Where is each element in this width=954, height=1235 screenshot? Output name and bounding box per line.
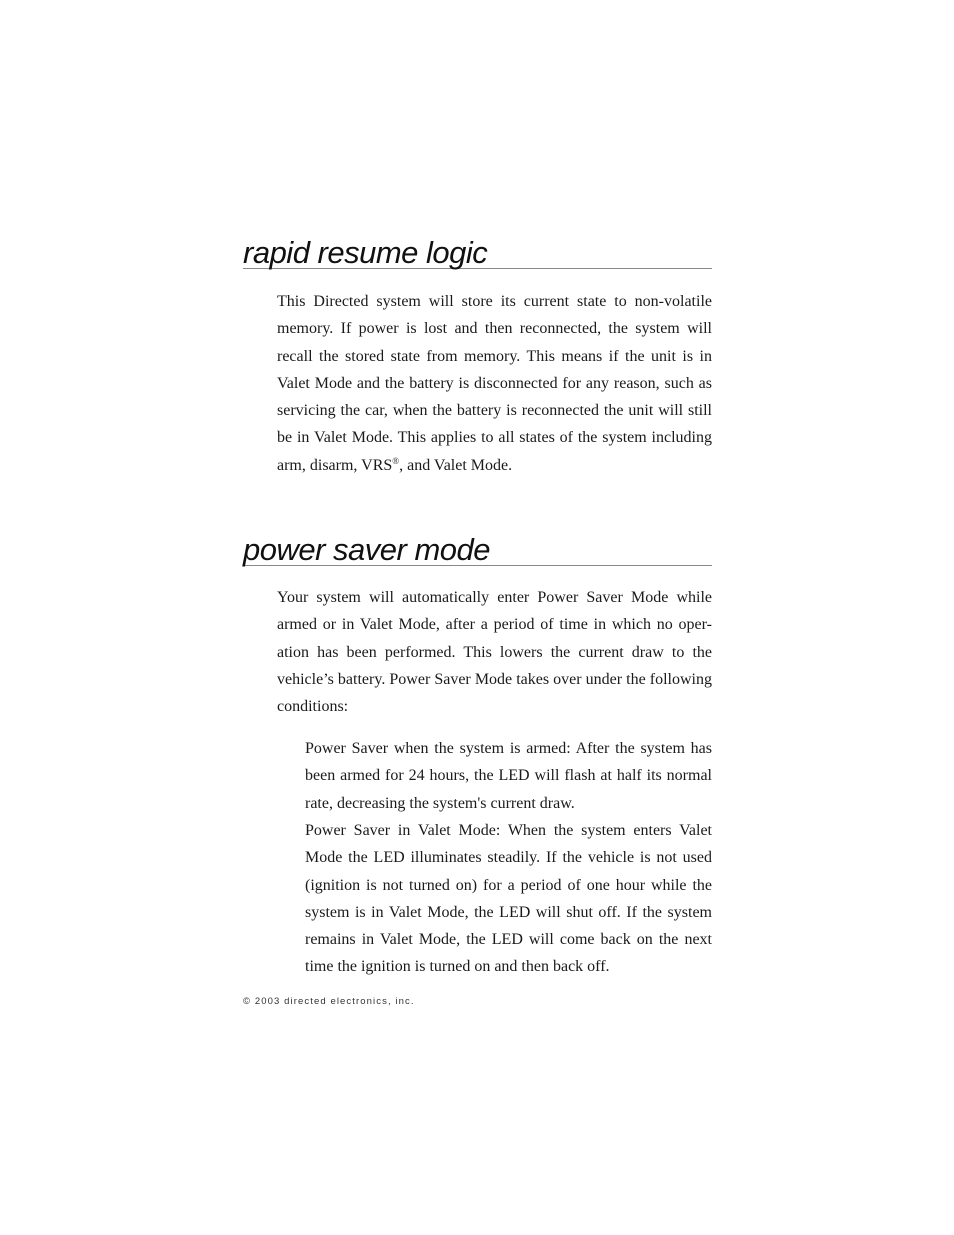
section-heading-power-saver-mode: power saver mode bbox=[243, 535, 712, 566]
rapid-resume-text-end: , and Valet Mode. bbox=[399, 456, 513, 474]
condition-valet-mode: Power Saver in Valet Mode: When the system enters Valet Mode the LED illuminates steadily. If the vehicle is not used (ignition is not turned on) for a period of one hour while the system is in Valet Mode, the LED will shut off. If the system remains in Valet Mode, the LED will come back on the next time the ignition is turned on and then back off. bbox=[305, 822, 712, 976]
rapid-resume-paragraph bbox=[277, 288, 712, 479]
condition-armed: Power Saver when the system is armed: After the system has been armed for 24 hours, the LED will flash at half its normal rate, decreasing the system's current draw. bbox=[305, 740, 712, 812]
power-saver-paragraph: Your system will automatically enter Power Saver Mode while armed or in Valet Mode, after a period of time in which no oper-ation has been performed. This lowers the current draw to the vehicle’s battery. Power Saver Mode takes over under the following conditions: bbox=[277, 589, 712, 716]
copyright-footer: © 2003 directed electronics, inc. bbox=[243, 996, 415, 1007]
section-heading-rapid-resume-logic: rapid resume logic bbox=[243, 238, 712, 269]
registered-mark: ® bbox=[392, 455, 400, 466]
rapid-resume-text: This Directed system will store its current state to non-volatile memory. If power is lost and then reconnected, the system will recall the stored state from memory. This means if the unit is in Valet Mode and the battery is disconnected for any reason, such as servicing the car, when the battery is reconnected the unit will still be in Valet Mode. This applies to all states of the system including arm, disarm, VRS bbox=[277, 293, 712, 474]
